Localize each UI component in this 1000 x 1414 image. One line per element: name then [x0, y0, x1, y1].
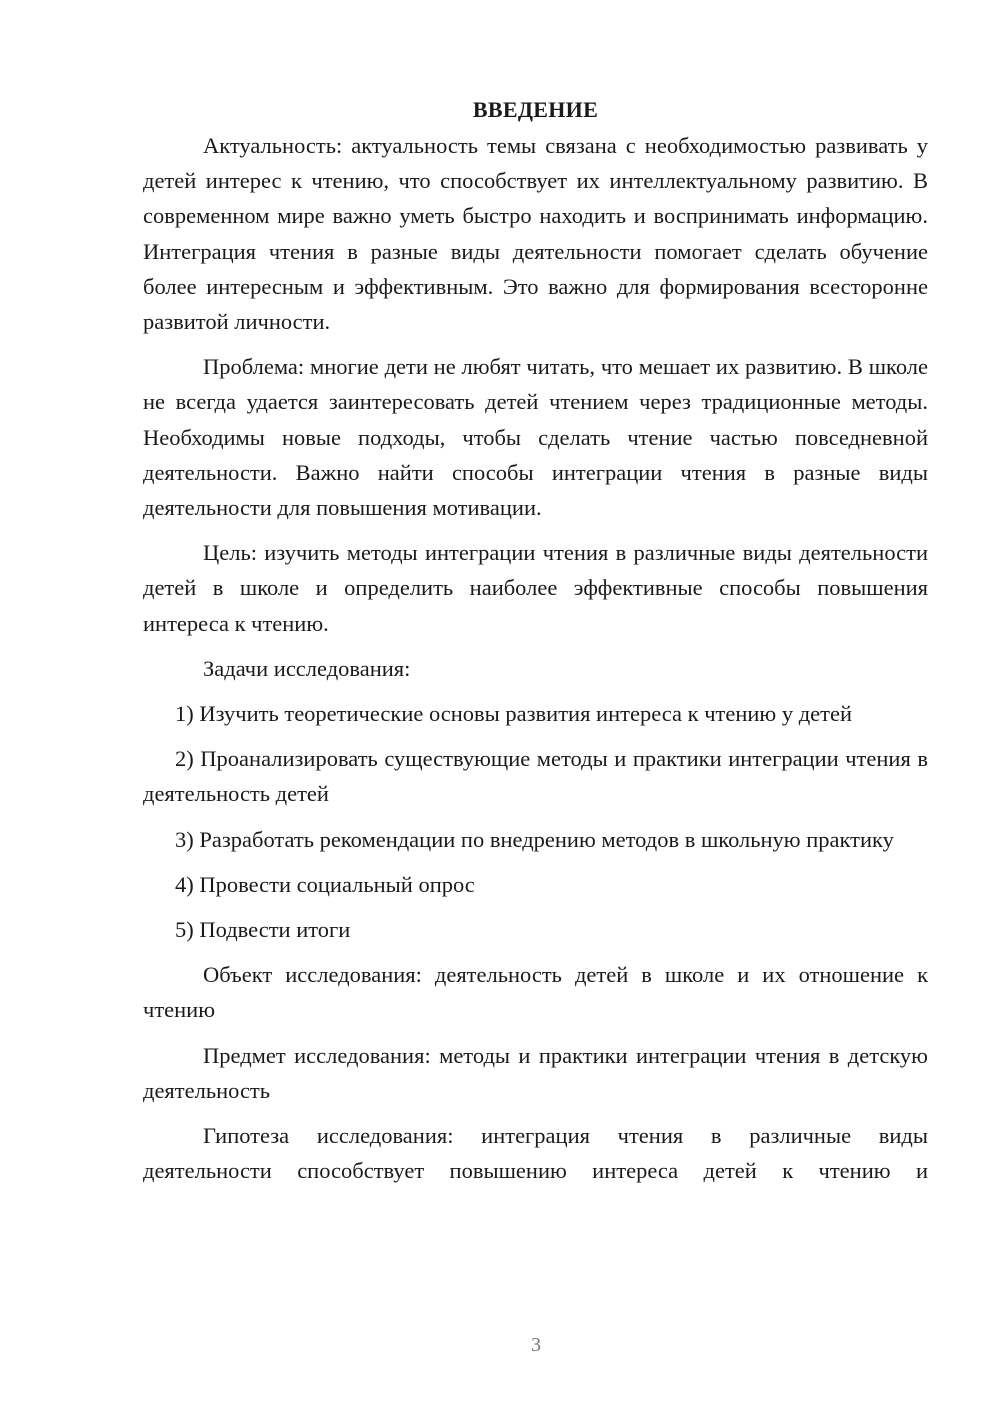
page-number: 3	[531, 1334, 541, 1356]
task-item-2: 2) Проанализировать существующие методы и практики интеграции чтения в деятельность детей	[143, 746, 928, 807]
tasks-heading: Задачи исследования:	[203, 655, 411, 681]
page-title: ВВЕДЕНИЕ	[472, 97, 599, 122]
task-item-1: 1) Изучить теоретические основы развития интереса к чтению у детей	[175, 701, 853, 727]
problem-paragraph: Проблема: многие дети не любят читать, что мешает их развитию. В школе не всегда удается заинтересовать детей чтением через традиционные методы. Необходимы новые подходы, чтобы сделать чтение частью повседневной деятельности. Важно найти способы интеграции чтения в разные виды деятельности для повышения мотивации.	[143, 354, 928, 521]
goal-paragraph: Цель: изучить методы интеграции чтения в различные виды деятельности детей в школе и определить наиболее эффективные способы повышения интереса к чтению.	[143, 540, 928, 636]
task-item-3: 3) Разработать рекомендации по внедрению методов в школьную практику	[175, 826, 894, 852]
page-body	[143, 92, 928, 1198]
subject-paragraph: Предмет исследования: методы и практики интеграции чтения в детскую деятельность	[143, 1042, 928, 1103]
hypothesis-paragraph: Гипотеза исследования: интеграция чтения в различные виды деятельности способствует повышению интереса детей к чтению и	[143, 1123, 928, 1184]
task-item-4: 4) Провести социальный опрос	[175, 871, 475, 897]
task-item-5: 5) Подвести итоги	[175, 917, 351, 943]
relevance-paragraph: Актуальность: актуальность темы связана с необходимостью развивать у детей интерес к чтению, что способствует их интеллектуальному развитию. В современном мире важно уметь быстро находить и воспринимать информацию. Интеграция чтения в разные виды деятельности помогает сделать обучение более интересным и эффективным. Это важно для формирования всесторонне развитой личности.	[143, 133, 928, 335]
object-paragraph: Объект исследования: деятельность детей в школе и их отношение к чтению	[143, 962, 928, 1023]
